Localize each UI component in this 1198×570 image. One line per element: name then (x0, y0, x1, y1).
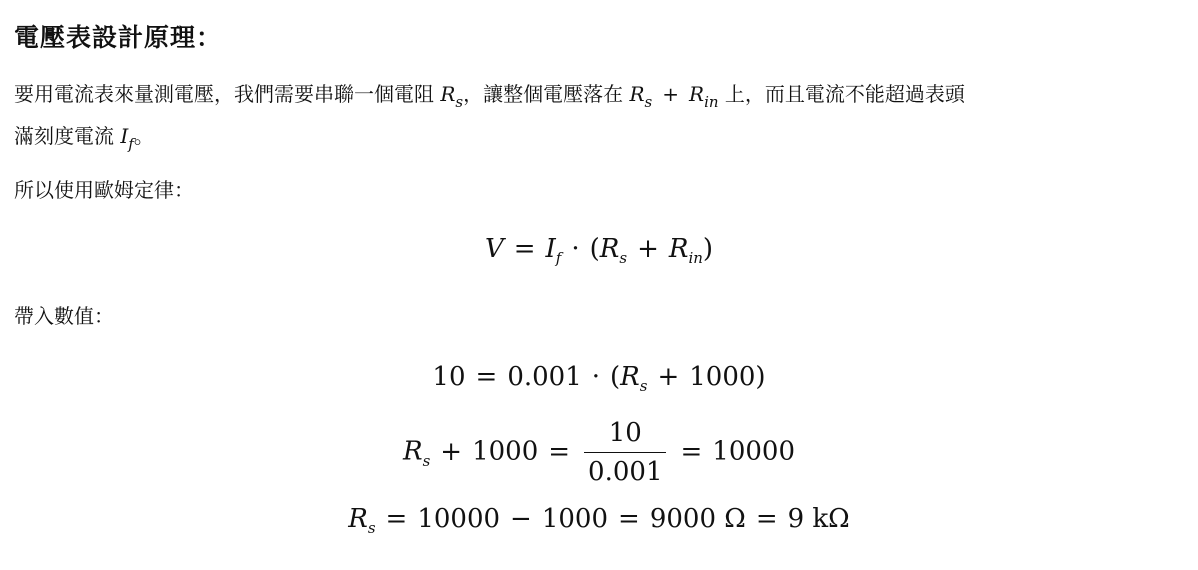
equals-sign: = (385, 504, 408, 534)
symbol-R: R (599, 234, 620, 264)
symbol-R: R (689, 82, 705, 106)
intro-text-4: 滿刻度電流 (14, 124, 121, 148)
value-1000: 1000 (472, 436, 539, 467)
intro-text-1: 要用電流表來量測電壓，我們需要串聯一個電阻 (14, 82, 441, 106)
intro-paragraph-line-1 (14, 82, 965, 111)
intro-text-2: ，讓整個電壓落在 (463, 82, 630, 106)
intro-text-3: 上，而且電流不能超過表頭 (718, 82, 965, 106)
subscript-f: f (128, 135, 134, 153)
value-10000: 10000 (417, 504, 501, 534)
value-1000: 1000 (541, 504, 609, 534)
right-paren: ) (755, 362, 766, 392)
symbol-I: I (120, 124, 129, 148)
value-10000: 10000 (712, 436, 795, 467)
equals-sign: = (548, 436, 571, 467)
plus-sign: + (637, 234, 659, 264)
dot-operator: · (591, 362, 601, 392)
subscript-s: s (644, 93, 653, 111)
equation-substitution (14, 362, 1184, 395)
dot-operator: · (571, 234, 580, 264)
subscript-in: in (688, 249, 703, 267)
equals-sign: = (680, 436, 703, 467)
left-paren: ( (589, 234, 600, 264)
equals-sign: = (755, 504, 778, 534)
equation-fraction (14, 418, 1184, 487)
equation-result (14, 504, 1184, 537)
fraction (584, 418, 666, 487)
equals-sign: = (475, 362, 498, 392)
symbol-R: R (620, 362, 640, 392)
value-9-kohm: 9 kΩ (787, 504, 850, 534)
fraction-numerator: 10 (584, 418, 666, 453)
left-paren: ( (610, 362, 621, 392)
subscript-f: f (555, 249, 562, 267)
symbol-R: R (348, 504, 368, 534)
fraction-denominator: 0.001 (588, 457, 663, 487)
subscript-s: s (367, 519, 376, 537)
subscript-s: s (639, 377, 648, 395)
subscript-s: s (619, 249, 628, 267)
document (14, 0, 1184, 570)
symbol-R: R (629, 82, 645, 106)
symbol-R: R (403, 436, 423, 467)
symbol-I: I (545, 234, 556, 264)
value-9000-ohm: 9000 Ω (649, 504, 746, 534)
subscript-s: s (422, 451, 431, 470)
substitute-values-paragraph: 帶入數值： (14, 304, 114, 328)
value-10: 10 (432, 362, 466, 392)
equals-sign: = (618, 504, 640, 534)
section-heading: 電壓表設計原理： (14, 23, 223, 52)
value-1000: 1000 (689, 362, 756, 392)
symbol-V: V (484, 234, 504, 264)
intro-paragraph-line-2 (14, 124, 154, 153)
right-paren: ) (702, 234, 714, 264)
value-0-001: 0.001 (507, 362, 582, 392)
intro-text-5: 。 (133, 124, 154, 148)
minus-sign: − (510, 504, 532, 534)
plus-sign: + (662, 82, 680, 106)
ohms-law-paragraph: 所以使用歐姆定律： (14, 178, 194, 202)
subscript-s: s (455, 93, 464, 111)
equals-sign: = (513, 234, 536, 264)
plus-sign: + (440, 436, 463, 467)
subscript-in: in (704, 93, 719, 111)
equation-ohms-law (14, 234, 1184, 267)
symbol-R: R (668, 234, 689, 264)
symbol-R: R (440, 82, 456, 106)
plus-sign: + (657, 362, 680, 392)
